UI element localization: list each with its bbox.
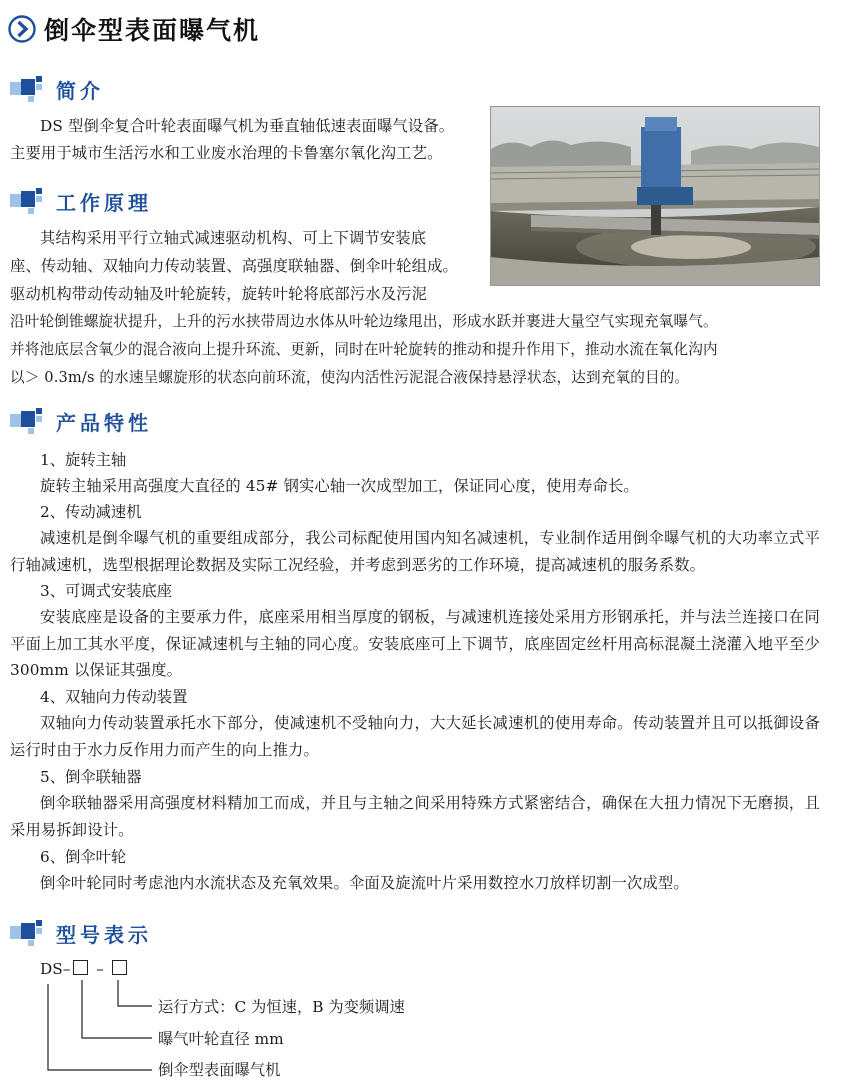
model-code-prefix: DS– (40, 960, 71, 978)
section-title: 产品特性 (56, 410, 152, 435)
feature-title: 5、倒伞联轴器 (40, 768, 142, 786)
section-heading-features (10, 406, 152, 436)
principle-line-5: 并将池底层含氧少的混合液向上提升环流、更新，同时在叶轮旋转的推动和提升作用下，推动水流在氧化沟内 (10, 341, 718, 358)
aerator-photo-image (491, 107, 819, 285)
feature-title: 4、双轴向力传动装置 (40, 688, 188, 706)
section-title: 型号表示 (56, 922, 152, 947)
title-row (8, 12, 260, 46)
principle-line-4: 沿叶轮倒锥螺旋状提升，上升的污水挟带周边水体从叶轮边缘甩出，形成水跃并裹进大量空气实现充氧曝气。 (10, 313, 718, 330)
section-square-icon (10, 408, 44, 434)
principle-line-3: 驱动机构带动传动轴及叶轮旋转，旋转叶轮将底部污水及污泥 (10, 285, 428, 303)
placeholder-box-icon (73, 960, 88, 975)
feature-title: 3、可调式安装底座 (40, 582, 173, 600)
feature-title: 2、传动减速机 (40, 503, 142, 521)
principle-line-2: 座、传动轴、双轴向力传动装置、高强度联轴器、倒伞叶轮组成。 (10, 257, 458, 275)
section-title: 工作原理 (56, 190, 152, 215)
intro-line-1: DS 型倒伞复合叶轮表面曝气机为垂直轴低速表面曝气设备。 (40, 117, 455, 135)
section-square-icon (10, 188, 44, 214)
intro-line-2: 主要用于城市生活污水和工业废水治理的卡鲁塞尔氧化沟工艺。 (10, 144, 443, 162)
feature-text: 安装底座是设备的主要承力件，底座采用相当厚度的钢板，与减速机连接处采用方形钢承托，并与法兰连接口在同平面上加工其水平度，保证减速机与主轴的同心度。安装底座可上下调节，底座固定丝杆用高标混凝土浇灌入地平至少 300mm 以保证其强度。 (10, 608, 820, 679)
placeholder-box-icon (112, 960, 127, 975)
model-legend-item: 运行方式：C 为恒速，B 为变频调速 (158, 998, 405, 1016)
feature-title: 1、旋转主轴 (40, 451, 127, 469)
feature-title: 6、倒伞叶轮 (40, 848, 127, 866)
section-square-icon (10, 920, 44, 946)
principle-line-1: 其结构采用平行立轴式减速驱动机构、可上下调节安装底 (40, 229, 427, 247)
model-legend-item: 倒伞型表面曝气机 (158, 1061, 281, 1079)
feature-text: 倒伞叶轮同时考虑池内水流状态及充氧效果。伞面及旋流叶片采用数控水刀放样切割一次成型。 (40, 874, 689, 892)
page-title: 倒伞型表面曝气机 (44, 16, 261, 45)
feature-text: 倒伞联轴器采用高强度材料精加工而成，并且与主轴之间采用特殊方式紧密结合，确保在大扭力情况下无磨损，且采用易拆卸设计。 (10, 794, 820, 839)
model-code-separator: – (91, 960, 109, 978)
section-square-icon (10, 76, 44, 102)
feature-text: 双轴向力传动装置承托水下部分，使减速机不受轴向力，大大延长减速机的使用寿命。传动装置并且可以抵御设备运行时由于水力反作用力而产生的向上推力。 (10, 714, 820, 759)
section-heading-model (10, 918, 152, 948)
feature-text: 减速机是倒伞曝气机的重要组成部分，我公司标配使用国内知名减速机，专业制作适用倒伞曝气机的大功率立式平行轴减速机，选型根据理论数据及实际工况经验，并考虑到恶劣的工作环境，提高减速机的服务系数。 (10, 529, 820, 574)
chevron-right-circle-icon (8, 15, 36, 43)
section-heading-principle (10, 186, 152, 216)
section-title: 简介 (56, 78, 104, 103)
model-code (40, 958, 130, 980)
aerator-photo (490, 106, 820, 286)
feature-text: 旋转主轴采用高强度大直径的 45# 钢实心轴一次成型加工，保证同心度，使用寿命长。 (40, 477, 639, 495)
model-legend-item: 曝气叶轮直径 mm (158, 1030, 284, 1048)
principle-line-6: 以＞ 0.3m/s 的水速呈螺旋形的状态向前环流，使沟内活性污泥混合液保持悬浮状态，达到充氧的目的。 (10, 369, 690, 386)
section-heading-intro (10, 74, 104, 104)
